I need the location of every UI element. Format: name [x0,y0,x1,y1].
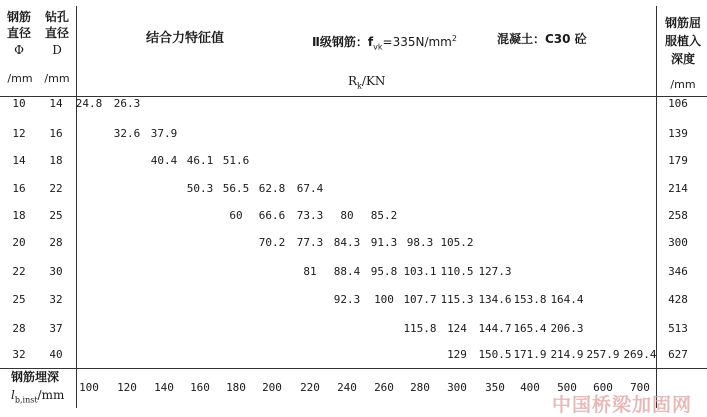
yield-depth-header-line2: 服植入 [664,34,702,48]
yield-depth-cell: 428 [668,293,688,306]
embedment-depth-cell: 200 [262,381,282,394]
bond-force-cell: 105.2 [440,236,474,249]
embedment-depth-cell: 160 [190,381,210,394]
table-title: 结合力特征值 [146,31,225,46]
bond-force-cell: 73.3 [296,209,324,222]
rebar-diameter-cell: 32 [12,348,26,361]
yield-depth-cell: 106 [668,97,688,110]
embedment-depth-cell: 280 [410,381,430,394]
rebar-diameter-cell: 18 [12,209,26,222]
bond-force-cell: 37.9 [150,127,178,140]
bond-force-cell: 150.5 [478,348,512,361]
yield-depth-cell: 513 [668,322,688,335]
yield-depth-header-line3: 深度 [670,52,696,66]
steel-grade-label [312,32,457,54]
bond-force-cell: 80 [340,209,354,222]
bond-force-cell: 115.3 [440,293,474,306]
bond-force-cell: 66.6 [258,209,286,222]
steel-grade-superscript: 2 [451,34,457,43]
hole-diameter-cell: 22 [49,182,63,195]
bond-force-cell: 81 [303,265,317,278]
bond-force-cell: 165.4 [513,322,547,335]
bond-force-cell: 88.4 [333,265,361,278]
watermark: 中国桥梁加固网 [552,394,693,416]
bond-force-cell: 62.8 [258,182,286,195]
hole-diameter-cell: 32 [49,293,63,306]
hole-diameter-unit: /mm [44,72,70,85]
bond-force-cell: 115.8 [403,322,437,335]
hole-diameter-cell: 40 [49,348,63,361]
bond-force-cell: 67.4 [296,182,324,195]
steel-grade-value: =335N/mm [382,35,452,49]
bond-force-cell: 171.9 [513,348,547,361]
embedment-depth-cell: 700 [630,381,650,394]
embedment-depth-cell: 100 [79,381,99,394]
bond-force-cell: 60 [229,209,243,222]
embedment-depth-cell: 180 [226,381,246,394]
bond-force-cell: 85.2 [370,209,398,222]
embedment-depth-cell: 260 [374,381,394,394]
bond-force-cell: 92.3 [333,293,361,306]
hole-diameter-cell: 37 [49,322,63,335]
embedment-depth-cell: 400 [520,381,540,394]
rebar-diameter-symbol: Φ [14,43,24,57]
hole-diameter-cell: 25 [49,209,63,222]
yield-depth-cell: 627 [668,348,688,361]
yield-depth-unit: /mm [670,78,696,91]
embedment-depth-cell: 500 [557,381,577,394]
bond-force-cell: 24.8 [75,97,103,110]
bond-force-cell: 153.8 [513,293,547,306]
yield-depth-cell: 214 [668,182,688,195]
hole-diameter-header-line1: 钻孔 [44,10,70,24]
bond-force-cell: 26.3 [113,97,141,110]
rk-subscript: k [357,81,362,91]
bond-force-cell: 124 [447,322,467,335]
bond-force-cell: 32.6 [113,127,141,140]
rebar-diameter-cell: 22 [12,265,26,278]
hole-diameter-header-line2: 直径 [44,26,70,40]
rebar-diameter-cell: 25 [12,293,26,306]
bond-force-cell: 144.7 [478,322,512,335]
bond-force-cell: 206.3 [550,322,584,335]
bond-force-cell: 98.3 [406,236,434,249]
rk-symbol: R [348,74,358,88]
rebar-diameter-cell: 14 [12,154,26,167]
rk-axis-label [348,74,385,93]
yield-depth-cell: 300 [668,236,688,249]
steel-grade-text: Ⅱ级钢筋：f [312,35,374,49]
steel-grade-subscript: vk [373,42,383,52]
left-divider-line [76,6,77,408]
rebar-diameter-cell: 16 [12,182,26,195]
header-divider-line [0,96,707,97]
embedment-depth-symbol: l [11,388,15,402]
hole-diameter-symbol: D [52,43,62,57]
bond-force-cell: 51.6 [222,154,250,167]
embedment-depth-unit: /mm [37,388,65,402]
yield-depth-header-line1: 钢筋屈 [664,16,702,30]
hole-diameter-cell: 28 [49,236,63,249]
yield-depth-cell: 139 [668,127,688,140]
bond-force-cell: 91.3 [370,236,398,249]
yield-depth-cell: 346 [668,265,688,278]
rk-unit: /KN [361,74,386,88]
rebar-diameter-header-line1: 钢筋 [6,10,32,24]
rebar-diameter-unit: /mm [7,72,33,85]
bond-force-cell: 84.3 [333,236,361,249]
embedment-depth-subscript: b,inst [14,395,38,405]
bond-force-cell: 129 [447,348,467,361]
hole-diameter-cell: 14 [49,97,63,110]
bond-force-cell: 95.8 [370,265,398,278]
bond-force-cell: 50.3 [186,182,214,195]
bond-force-cell: 100 [374,293,394,306]
bond-force-cell: 269.4 [623,348,657,361]
yield-depth-cell: 179 [668,154,688,167]
bond-force-cell: 164.4 [550,293,584,306]
embedment-depth-cell: 300 [447,381,467,394]
bond-force-cell: 70.2 [258,236,286,249]
footer-divider-line [0,368,707,369]
rebar-diameter-cell: 28 [12,322,26,335]
yield-depth-cell: 258 [668,209,688,222]
bond-force-cell: 110.5 [440,265,474,278]
embedment-depth-cell: 220 [300,381,320,394]
bond-force-cell: 127.3 [478,265,512,278]
bond-force-cell: 56.5 [222,182,250,195]
bond-force-cell: 214.9 [550,348,584,361]
hole-diameter-cell: 18 [49,154,63,167]
embedment-depth-cell: 240 [337,381,357,394]
concrete-grade-label: 混凝土：C30 砼 [497,32,587,46]
bond-force-cell: 77.3 [296,236,324,249]
rebar-diameter-cell: 10 [12,97,26,110]
bond-force-cell: 107.7 [403,293,437,306]
bond-force-cell: 46.1 [186,154,214,167]
embedment-depth-cell: 140 [154,381,174,394]
embedment-depth-label-line1: 钢筋埋深 [11,370,60,384]
rebar-diameter-cell: 12 [12,127,26,140]
embedment-depth-cell: 600 [593,381,613,394]
embedment-depth-cell: 350 [485,381,505,394]
hole-diameter-cell: 16 [49,127,63,140]
bond-force-cell: 103.1 [403,265,437,278]
bond-force-cell: 134.6 [478,293,512,306]
embedment-depth-cell: 120 [117,381,137,394]
embedment-depth-label-line2 [11,388,64,407]
bond-force-cell: 257.9 [586,348,620,361]
rebar-diameter-cell: 20 [12,236,26,249]
rebar-diameter-header-line2: 直径 [6,26,32,40]
bond-force-cell: 40.4 [150,154,178,167]
hole-diameter-cell: 30 [49,265,63,278]
